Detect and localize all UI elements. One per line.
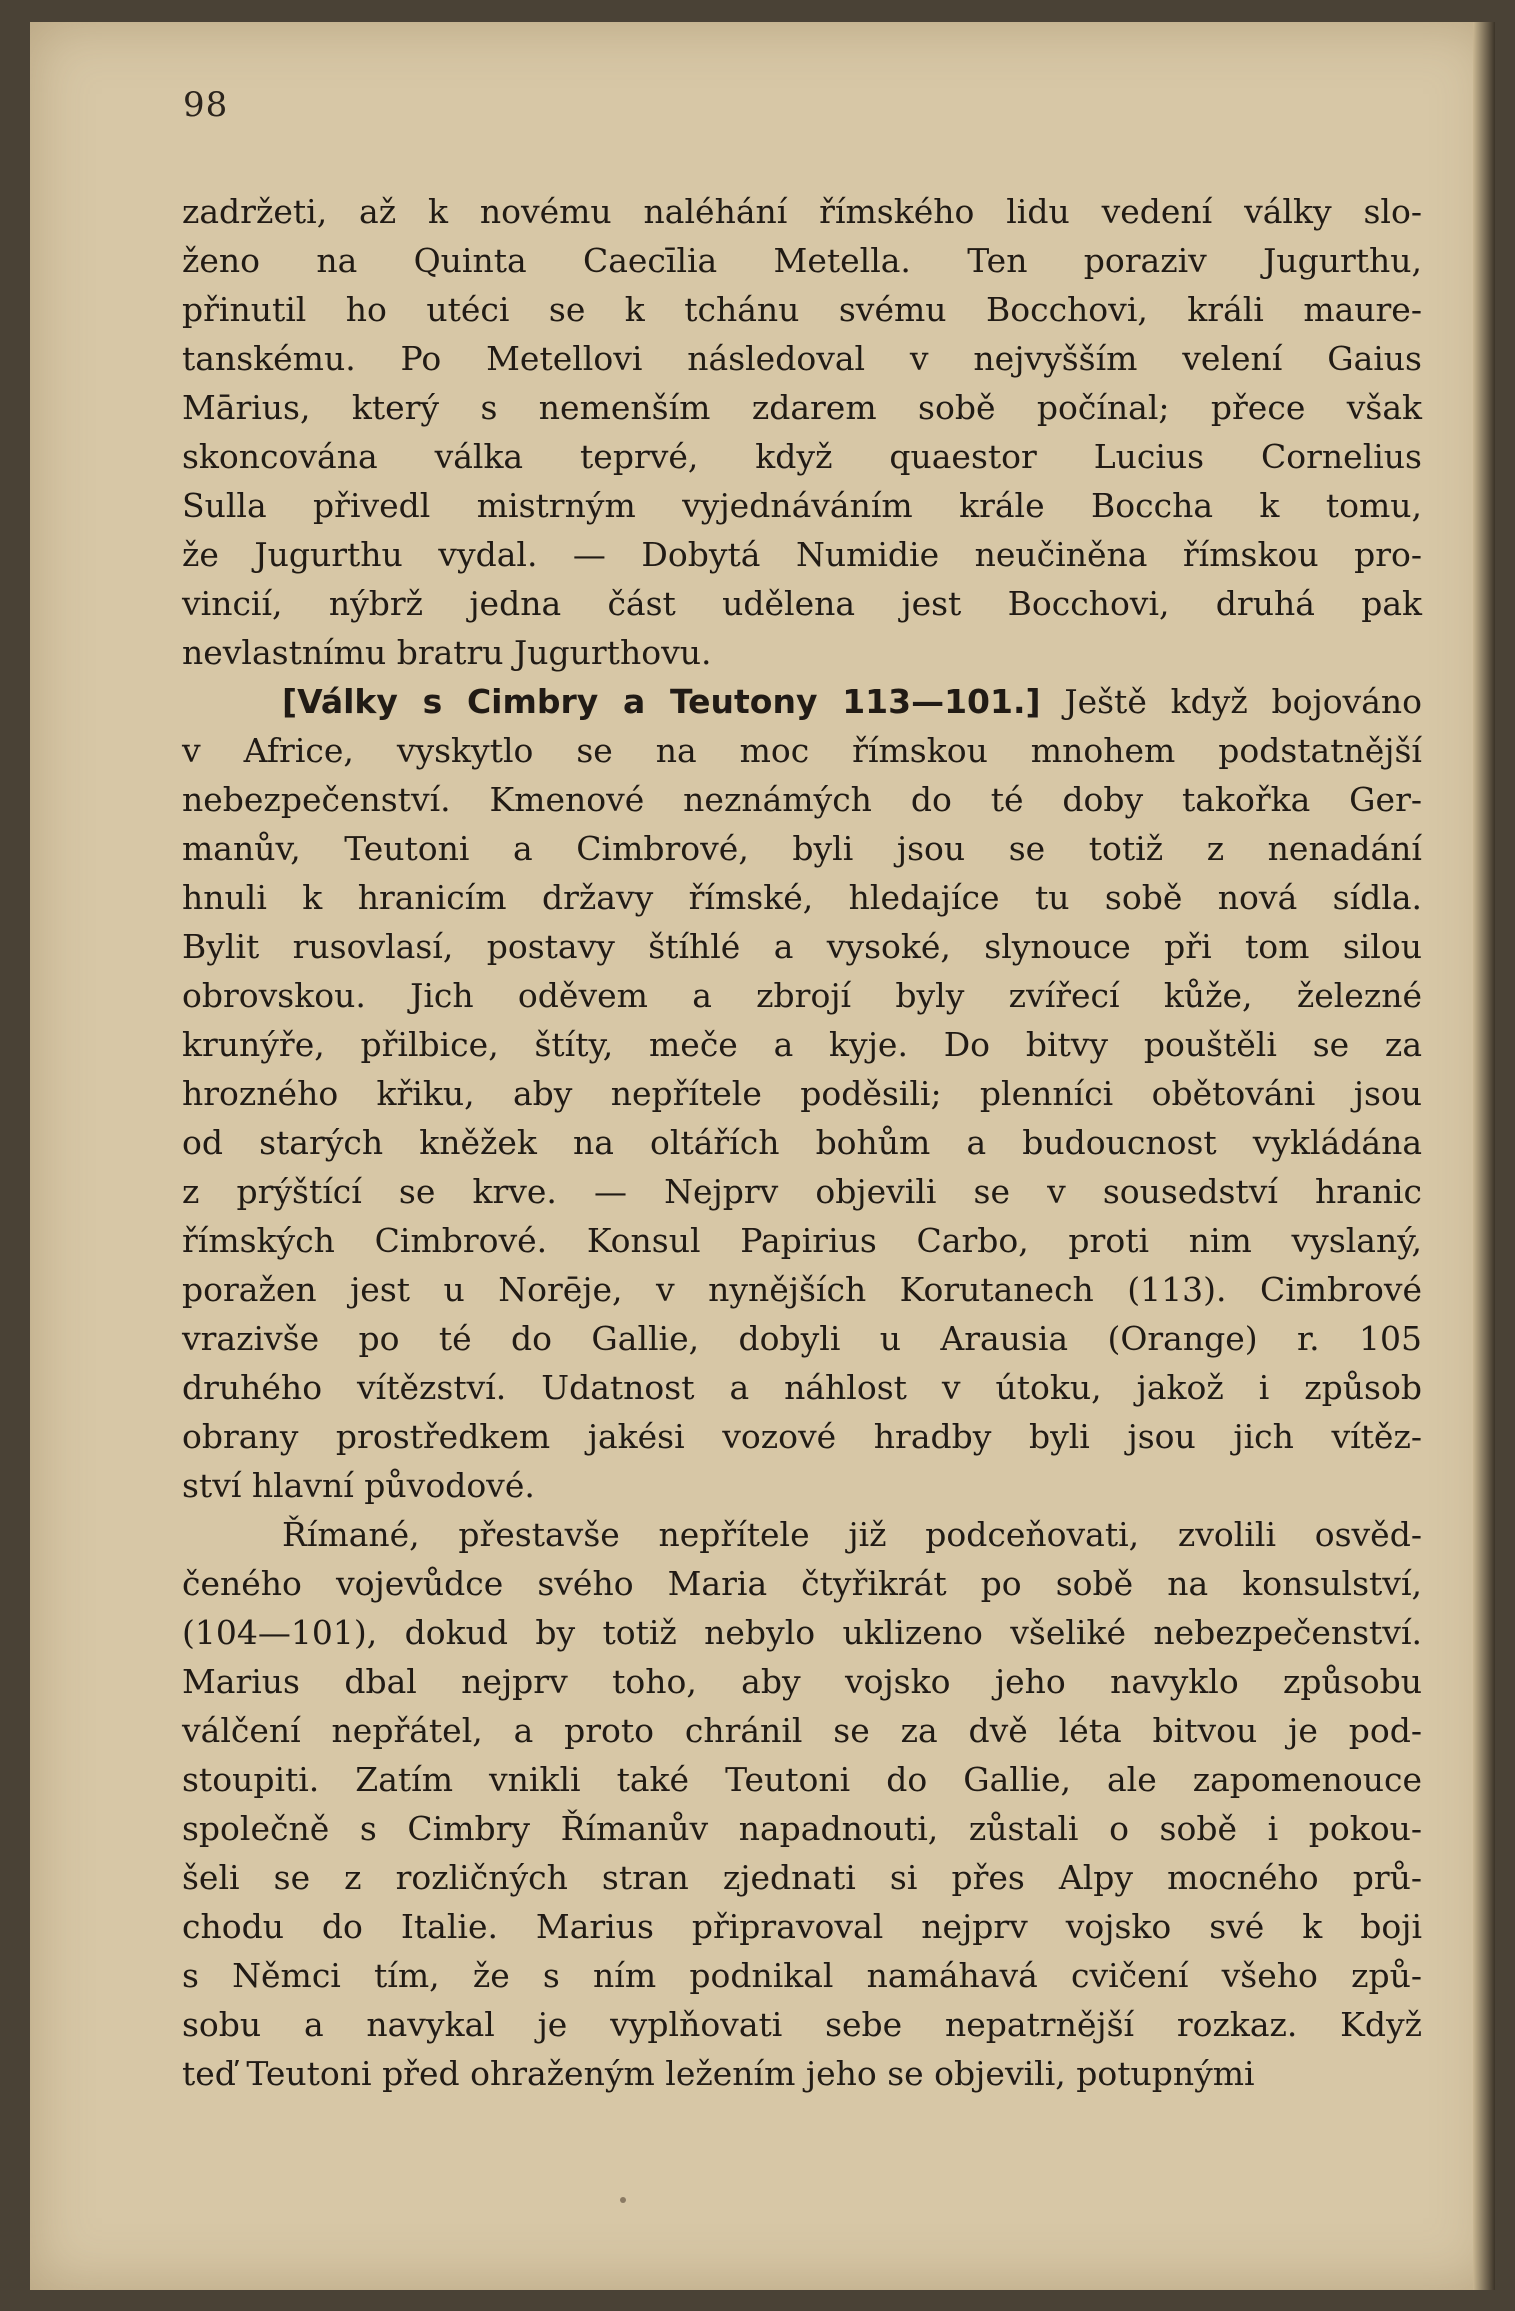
text-line: vincií, nýbrž jedna část udělena jest Bocchovi, druhá pak <box>182 584 1422 623</box>
section-heading: [Války s Cimbry a Teutony 113—101.] <box>282 682 1041 721</box>
page-edge <box>1473 22 1495 2290</box>
page-number: 98 <box>183 85 229 125</box>
text-line: válčení nepřátel, a proto chránil se za dvě léta bitvou je pod- <box>182 1711 1422 1750</box>
text-line: nebezpečenství. Kmenové neznámých do té doby takořka Ger- <box>182 780 1422 819</box>
text-line: v Africe, vyskytlo se na moc římskou mnohem podstatnější <box>182 731 1422 770</box>
text-line: Marius dbal nejprv toho, aby vojsko jeho navyklo způsobu <box>182 1662 1422 1701</box>
text-line: vrazivše po té do Gallie, dobyli u Arausia (Orange) r. 105 <box>182 1319 1422 1358</box>
text-line: od starých kněžek na oltářích bohům a budoucnost vykládána <box>182 1123 1422 1162</box>
text-line: tanskému. Po Metellovi následoval v nejvyšším velení Gaius <box>182 339 1422 378</box>
text-line: chodu do Italie. Marius připravoval nejprv vojsko své k boji <box>182 1907 1422 1946</box>
text-line: poražen jest u Norēje, v nynějších Korutanech (113). Cimbrové <box>182 1270 1422 1309</box>
book-page <box>30 22 1495 2290</box>
text-line: krunýře, přilbice, štíty, meče a kyje. Do bitvy pouštěli se za <box>182 1025 1422 1064</box>
text-line: čeného vojevůdce svého Maria čtyřikrát po sobě na konsulství, <box>182 1564 1422 1603</box>
text-line: teď Teutoni před ohraženým ležením jeho se objevili, potupnými <box>182 2054 1255 2093</box>
section-first-line-text: Ještě když bojováno <box>1064 682 1422 721</box>
text-line: nevlastnímu bratru Jugurthovu. <box>182 633 712 672</box>
text-line: hnuli k hranicím državy římské, hledajíce tu sobě nová sídla. <box>182 878 1422 917</box>
text-line: hrozného křiku, aby nepřítele poděsili; plenníci obětováni jsou <box>182 1074 1422 1113</box>
text-line: Mārius, který s nemenším zdarem sobě počínal; přece však <box>182 388 1422 427</box>
text-line: Sulla přivedl mistrným vyjednáváním krále Boccha k tomu, <box>182 486 1422 525</box>
text-line: z prýštící se krve. — Nejprv objevili se v sousedství hranic <box>182 1172 1422 1211</box>
text-line: ství hlavní původové. <box>182 1466 535 1505</box>
text-line: ženo na Quinta Caecīlia Metella. Ten poraziv Jugurthu, <box>182 241 1422 280</box>
text-line: zadržeti, až k novému naléhání římského lidu vedení války slo- <box>182 192 1422 231</box>
text-line: manův, Teutoni a Cimbrové, byli jsou se totiž z nenadání <box>182 829 1422 868</box>
ink-smudge <box>620 2197 626 2203</box>
text-line: šeli se z rozličných stran zjednati si přes Alpy mocného prů- <box>182 1858 1422 1897</box>
text-line: druhého vítězství. Udatnost a náhlost v útoku, jakož i způsob <box>182 1368 1422 1407</box>
text-line: římských Cimbrové. Konsul Papirius Carbo, proti nim vyslaný, <box>182 1221 1422 1260</box>
text-line: přinutil ho utéci se k tchánu svému Bocchovi, králi maure- <box>182 290 1422 329</box>
text-line: obrany prostředkem jakési vozové hradby byli jsou jich vítěz- <box>182 1417 1422 1456</box>
text-line: obrovskou. Jich oděvem a zbrojí byly zvířecí kůže, železné <box>182 976 1422 1015</box>
text-line: Římané, přestavše nepřítele již podceňovati, zvolili osvěd- <box>282 1515 1422 1554</box>
text-line: stoupiti. Zatím vnikli také Teutoni do Gallie, ale zapomenouce <box>182 1760 1422 1799</box>
text-line: skoncována válka teprvé, když quaestor Lucius Cornelius <box>182 437 1422 476</box>
text-line: že Jugurthu vydal. — Dobytá Numidie neučiněna římskou pro- <box>182 535 1422 574</box>
section-first-line <box>182 677 1422 726</box>
text-line: Bylit rusovlasí, postavy štíhlé a vysoké, slynouce při tom silou <box>182 927 1422 966</box>
text-line: s Němci tím, že s ním podnikal namáhavá cvičení všeho způ- <box>182 1956 1422 1995</box>
text-line: (104—101), dokud by totiž nebylo uklizeno všeliké nebezpečenství. <box>182 1613 1422 1652</box>
text-line: sobu a navykal je vyplňovati sebe nepatrnější rozkaz. Když <box>182 2005 1422 2044</box>
text-line: společně s Cimbry Římanův napadnouti, zůstali o sobě i pokou- <box>182 1809 1422 1848</box>
text-body <box>182 187 1422 2098</box>
